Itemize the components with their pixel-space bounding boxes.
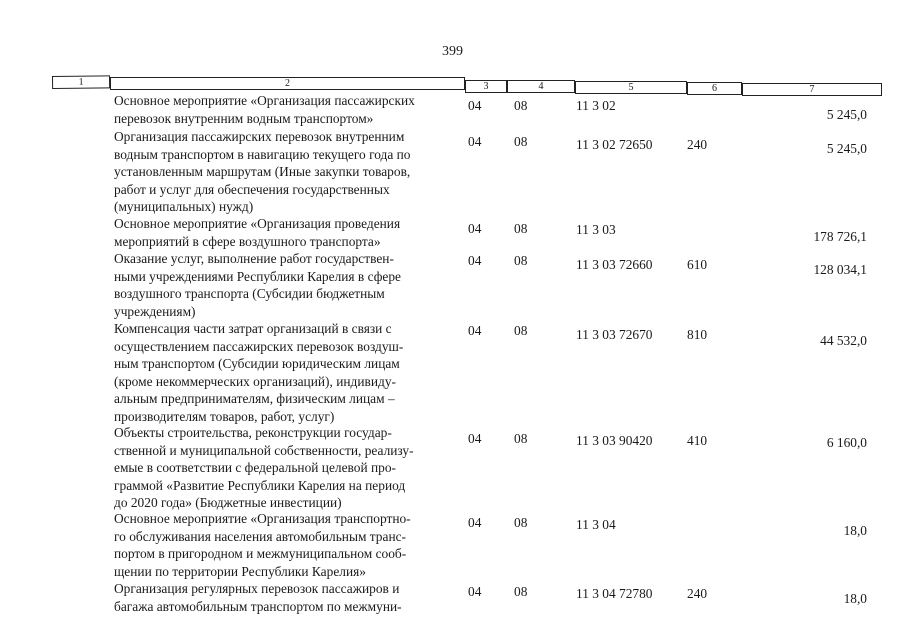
row-col-4: 08 (514, 323, 528, 338)
row-col-4: 08 (514, 515, 528, 530)
row-name-line: производителям товаров, работ, услуг) (114, 408, 335, 424)
row-name-line: Организация пассажирских перевозок внутренним (114, 129, 405, 144)
row-name-line: Организация регулярных перевозок пассажиров и (114, 581, 400, 596)
row-name-line: воздушного транспорта (Субсидии бюджетным (114, 286, 385, 301)
row-name-line: осуществлением пассажирских перевозок воздуш- (114, 338, 404, 354)
row-col-4: 08 (514, 134, 528, 149)
header-col-1: 1 (52, 75, 110, 89)
row-name-line: багажа автомобильным транспортом по межмуни- (114, 598, 402, 614)
row-name-line: мероприятий в сфере воздушного транспорта» (114, 233, 381, 249)
row-name-line: Основное мероприятие «Организация транспортно- (114, 511, 411, 526)
row-name (114, 510, 462, 580)
row-name-line: граммой «Развитие Республики Карелия на период (114, 477, 406, 493)
row-col-7: 18,0 (843, 591, 867, 606)
row-col-4: 08 (514, 98, 528, 113)
row-name-line: щении по территории Республики Карелия» (114, 563, 366, 579)
header-col-6: 6 (687, 82, 742, 95)
row-col-4: 08 (514, 253, 528, 268)
row-name (114, 128, 462, 216)
row-col-6: 240 (687, 137, 708, 152)
row-name (114, 215, 462, 250)
row-col-4: 08 (514, 221, 528, 236)
row-name-line: работ и услуг для обеспечения государственных (114, 181, 390, 197)
row-col-6: 240 (687, 586, 708, 601)
row-col-7: 6 160,0 (826, 435, 867, 450)
row-col-5: 11 3 04 72780 (576, 586, 653, 601)
row-col-3: 04 (468, 98, 482, 113)
row-name-line: (муниципальных) нужд) (114, 199, 254, 214)
row-name (114, 320, 462, 425)
row-name-line: водным транспортом в навигацию текущего года по (114, 146, 411, 162)
row-col-5: 11 3 03 (576, 222, 616, 237)
header-col-3: 3 (465, 80, 507, 93)
row-name (114, 92, 462, 127)
header-col-4: 4 (507, 80, 575, 93)
row-name (114, 424, 462, 512)
row-name-line: Компенсация части затрат организаций в связи с (114, 321, 392, 336)
row-name-line: (кроме некоммерческих организаций), индивиду- (114, 373, 396, 389)
row-col-6: 610 (687, 257, 708, 272)
row-col-5: 11 3 02 72650 (576, 137, 653, 152)
row-name-line: ным транспортом (Субсидии юридическим лицам (114, 356, 400, 371)
row-name-line: установленным маршрутам (Иные закупки товаров, (114, 164, 411, 179)
row-name-line: емые в соответствии с федеральной целевой про- (114, 460, 396, 475)
row-col-3: 04 (468, 221, 482, 236)
row-name-line: альным предпринимателям, физическим лицам – (114, 391, 395, 406)
header-col-5: 5 (575, 81, 687, 94)
row-name-line: портом в пригородном и межмуниципальном сооб- (114, 546, 407, 561)
header-col-2: 2 (110, 77, 465, 90)
row-col-6: 410 (687, 433, 708, 448)
row-col-3: 04 (468, 431, 482, 446)
row-name-line: до 2020 года» (Бюджетные инвестиции) (114, 495, 342, 510)
row-col-7: 18,0 (843, 523, 867, 538)
row-col-5: 11 3 02 (576, 98, 616, 113)
row-col-4: 08 (514, 584, 528, 599)
row-col-6: 810 (687, 327, 708, 342)
row-name-line: Оказание услуг, выполнение работ государствен- (114, 251, 394, 266)
page-number: 399 (442, 44, 463, 59)
row-name-line: Основное мероприятие «Организация пассажирских (114, 93, 415, 108)
row-col-7: 128 034,1 (813, 262, 867, 277)
row-name-line: учреждениям) (114, 303, 196, 319)
row-col-4: 08 (514, 431, 528, 446)
row-col-7: 5 245,0 (826, 141, 867, 156)
row-col-7: 5 245,0 (826, 107, 867, 122)
row-name-line: го обслуживания населения автомобильным транс- (114, 528, 407, 544)
row-name-line: Объекты строительства, реконструкции государ- (114, 425, 392, 440)
row-col-7: 44 532,0 (820, 333, 867, 348)
row-col-7: 178 726,1 (813, 229, 867, 244)
row-name-line: Основное мероприятие «Организация проведения (114, 216, 401, 231)
header-col-7: 7 (742, 83, 882, 96)
row-col-5: 11 3 04 (576, 517, 616, 532)
row-col-3: 04 (468, 584, 482, 599)
row-name-line: ными учреждениями Республики Карелия в сфере (114, 268, 401, 284)
row-col-5: 11 3 03 72660 (576, 257, 653, 272)
row-col-3: 04 (468, 515, 482, 530)
row-name-line: ственной и муниципальной собственности, реализу- (114, 442, 414, 458)
row-name-line: перевозок внутренним водным транспортом» (114, 110, 374, 126)
row-col-3: 04 (468, 323, 482, 338)
row-name (114, 580, 462, 615)
row-col-5: 11 3 03 72670 (576, 327, 653, 342)
row-col-3: 04 (468, 134, 482, 149)
row-col-5: 11 3 03 90420 (576, 433, 653, 448)
row-name (114, 250, 462, 320)
row-col-3: 04 (468, 253, 482, 268)
